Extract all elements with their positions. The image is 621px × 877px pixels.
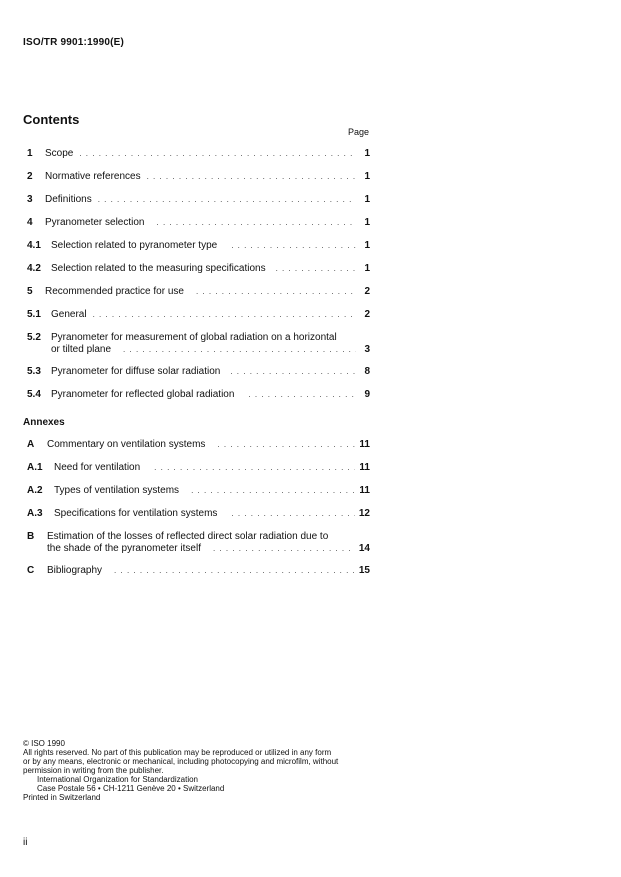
toc-entry-title: Scope bbox=[45, 148, 74, 159]
toc-entry-page: 12 bbox=[358, 508, 370, 519]
toc-leader-dots bbox=[123, 344, 356, 356]
toc-entry-page: 1 bbox=[364, 217, 370, 228]
toc-entry-4-1[interactable] bbox=[27, 240, 370, 252]
toc-entry-number: 3 bbox=[27, 194, 33, 205]
toc-entry-title: Types of ventilation systems bbox=[54, 485, 180, 496]
toc-entry-title: Pyranometer for reflected global radiation bbox=[51, 389, 235, 400]
copyright-notice bbox=[23, 739, 373, 802]
toc-entry-number: A bbox=[27, 439, 35, 450]
toc-entry-number: 2 bbox=[27, 171, 33, 182]
toc-entry-number: 5 bbox=[27, 286, 33, 297]
toc-leader-dots bbox=[114, 565, 355, 577]
toc-entry-number: 5.1 bbox=[27, 309, 41, 320]
toc-annex-a-1[interactable] bbox=[27, 462, 370, 474]
toc-entry-number: 4.1 bbox=[27, 240, 41, 251]
toc-entry-1[interactable] bbox=[27, 148, 370, 160]
toc-entry-number: 4 bbox=[27, 217, 33, 228]
publisher-name: International Organization for Standardization bbox=[37, 775, 198, 784]
toc-entry-number: 4.2 bbox=[27, 263, 41, 274]
rights-statement-line: permission in writing from the publisher. bbox=[23, 766, 164, 775]
toc-annex-a-3[interactable] bbox=[27, 508, 370, 520]
toc-annex-a-2[interactable] bbox=[27, 485, 370, 497]
toc-entry-title: Commentary on ventilation systems bbox=[47, 439, 206, 450]
toc-entry-page: 8 bbox=[364, 366, 370, 377]
rights-statement-line: or by any means, electronic or mechanical, including photocopying and microfilm, without bbox=[23, 757, 339, 766]
toc-entry-number: A.1 bbox=[27, 462, 43, 473]
toc-entry-2[interactable] bbox=[27, 171, 370, 183]
toc-entry-title: Need for ventilation bbox=[54, 462, 141, 473]
toc-entry-page: 11 bbox=[359, 485, 370, 496]
toc-leader-dots bbox=[93, 309, 356, 321]
toc-entry-page: 14 bbox=[358, 543, 370, 554]
toc-entry-title: Pyranometer for measurement of global radiation on a horizontal bbox=[51, 332, 337, 343]
toc-entry-number: 5.4 bbox=[27, 389, 41, 400]
publisher-address: Case Postale 56 • CH-1211 Genève 20 • Switzerland bbox=[37, 784, 225, 793]
toc-entry-5[interactable] bbox=[27, 286, 370, 298]
toc-entry-page: 1 bbox=[364, 240, 370, 251]
toc-annex-a[interactable] bbox=[27, 439, 370, 451]
toc-leader-dots bbox=[147, 171, 356, 183]
toc-entry-4-2[interactable] bbox=[27, 263, 370, 275]
page-number: ii bbox=[23, 837, 28, 848]
toc-entry-title: Normative references bbox=[45, 171, 141, 182]
toc-entry-page: 3 bbox=[364, 344, 370, 355]
toc-entry-4[interactable] bbox=[27, 217, 370, 229]
toc-entry-title: Pyranometer for diffuse solar radiation bbox=[51, 366, 221, 377]
toc-entry-title: General bbox=[51, 309, 87, 320]
toc-entry-number: 1 bbox=[27, 148, 33, 159]
toc-leader-dots bbox=[276, 263, 356, 275]
toc-annex-c[interactable] bbox=[27, 565, 370, 577]
toc-entry-number: A.3 bbox=[27, 508, 43, 519]
toc-leader-dots bbox=[230, 366, 356, 378]
toc-entry-title: Selection related to pyranometer type bbox=[51, 240, 218, 251]
toc-entry-page: 1 bbox=[364, 194, 370, 205]
toc-entry-title: Pyranometer selection bbox=[45, 217, 145, 228]
toc-entry-title: Bibliography bbox=[47, 565, 103, 576]
toc-entry-page: 11 bbox=[359, 439, 370, 450]
contents-title: Contents bbox=[23, 112, 80, 127]
toc-entry-page: 1 bbox=[364, 263, 370, 274]
toc-entry-number: B bbox=[27, 531, 35, 542]
toc-leader-dots bbox=[213, 543, 355, 555]
printed-in: Printed in Switzerland bbox=[23, 793, 101, 802]
toc-entry-5-3[interactable] bbox=[27, 366, 370, 378]
toc-entry-title-continued: the shade of the pyranometer itself bbox=[47, 543, 201, 554]
toc-entry-number: 5.2 bbox=[27, 332, 41, 343]
toc-leader-dots bbox=[217, 439, 355, 451]
toc-entry-title: Estimation of the losses of reflected direct solar radiation due to bbox=[47, 531, 329, 542]
toc-leader-dots bbox=[191, 485, 355, 497]
toc-entry-page: 1 bbox=[364, 171, 370, 182]
toc-entry-title: Recommended practice for use bbox=[45, 286, 184, 297]
annexes-heading: Annexes bbox=[23, 417, 65, 428]
toc-entry-3[interactable] bbox=[27, 194, 370, 206]
toc-leader-dots bbox=[231, 240, 356, 252]
toc-leader-dots bbox=[154, 462, 355, 474]
toc-entry-page: 2 bbox=[364, 286, 370, 297]
toc-leader-dots bbox=[98, 194, 356, 206]
page-column-label: Page bbox=[348, 127, 370, 137]
toc-entry-number: C bbox=[27, 565, 35, 576]
toc-entry-page: 2 bbox=[364, 309, 370, 320]
document-id: ISO/TR 9901:1990(E) bbox=[23, 37, 125, 48]
toc-leader-dots bbox=[248, 389, 356, 401]
toc-entry-page: 11 bbox=[359, 462, 370, 473]
toc-entry-5-1[interactable] bbox=[27, 309, 370, 321]
toc-entry-number: A.2 bbox=[27, 485, 43, 496]
toc-leader-dots bbox=[157, 217, 357, 229]
toc-annex-b[interactable] bbox=[27, 531, 370, 555]
toc-leader-dots bbox=[79, 148, 356, 160]
toc-entry-title: Specifications for ventilation systems bbox=[54, 508, 218, 519]
toc-leader-dots bbox=[196, 286, 356, 298]
toc-entry-page: 1 bbox=[364, 148, 370, 159]
copyright-line: © ISO 1990 bbox=[23, 739, 65, 748]
toc-entry-page: 15 bbox=[358, 565, 370, 576]
rights-statement-line: All rights reserved. No part of this publication may be reproduced or utilized in any form bbox=[23, 748, 332, 757]
toc-entry-number: 5.3 bbox=[27, 366, 41, 377]
toc-entry-5-4[interactable] bbox=[27, 389, 370, 401]
toc-entry-title-continued: or tilted plane bbox=[51, 344, 112, 355]
toc-leader-dots bbox=[231, 508, 354, 520]
toc-entry-title: Selection related to the measuring specifications bbox=[51, 263, 266, 274]
toc-entry-title: Definitions bbox=[45, 194, 92, 205]
toc-entry-5-2[interactable] bbox=[27, 332, 370, 356]
toc-entry-page: 9 bbox=[364, 389, 370, 400]
